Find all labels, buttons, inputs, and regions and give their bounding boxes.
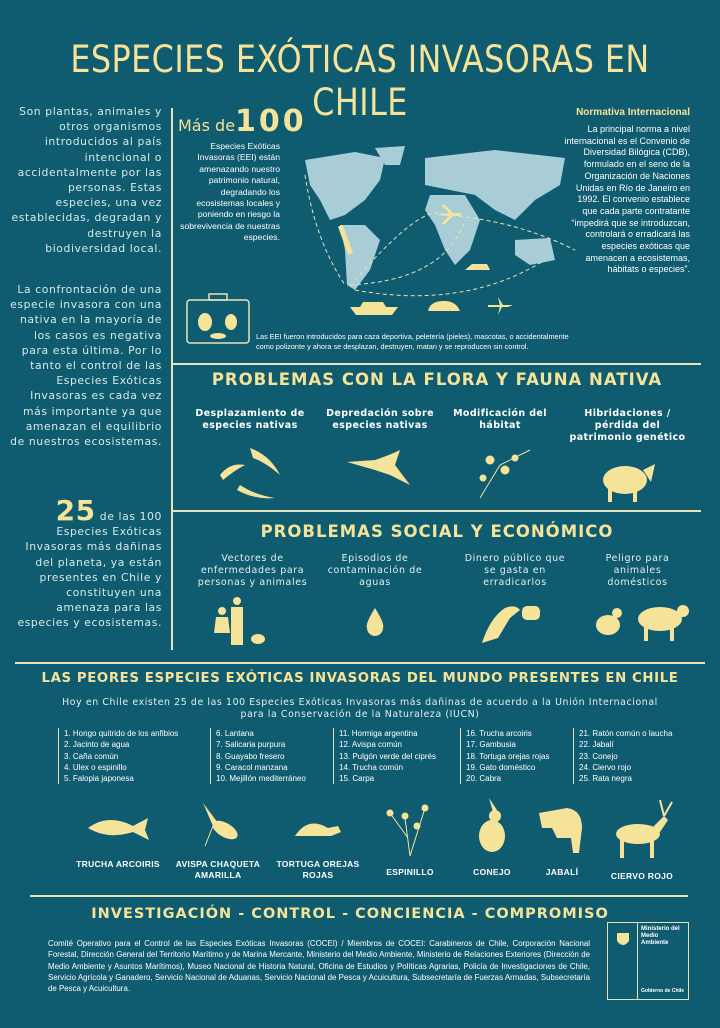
wasp-icon [183, 798, 253, 848]
item-label: Modificación del hábitat [453, 408, 547, 431]
species-list-col-4 [460, 728, 549, 784]
footer-motto: INVESTIGACIÓN - CONTROL - CONCIENCIA - COMPROMISO [91, 906, 609, 922]
animal-trout [63, 798, 173, 870]
flora-item-habitat [445, 408, 555, 500]
list-item: 22. Jabalí [579, 740, 614, 750]
flora-section-title: PROBLEMAS CON LA FLORA Y FAUNA NATIVA [211, 370, 663, 389]
social-item-water [325, 553, 425, 648]
list-item: 15. Carpa [339, 774, 375, 784]
list-item: 16. Trucha arcoiris [466, 729, 532, 738]
list-item: 2. Jacinto de agua [64, 740, 130, 750]
hen-sheep-icon [590, 601, 690, 643]
list-item: 1. Hongo quitrido de los anfibios [64, 729, 179, 738]
item-label: Vectores de enfermedades para personas y animales [197, 553, 308, 588]
turtle-icon [210, 333, 226, 339]
list-item: 11. Hormiga argentina [339, 729, 418, 738]
item-label: Hibridaciones / pérdida del patrimonio genético [569, 408, 686, 443]
divider [171, 363, 701, 365]
cat-icon [225, 314, 237, 330]
animal-label: JABALÍ [545, 867, 579, 877]
hand-money-icon [480, 598, 545, 648]
flora-item-hybridization [565, 408, 690, 512]
flora-item-displacement [190, 408, 310, 500]
list-item: 14. Trucha común [339, 762, 404, 772]
worst-subtitle: Hoy en Chile existen 25 de las 100 Especies Exóticas Invasoras más dañinas de acuerdo a la Unión Internacional para la Conservación de la Naturaleza (IUCN) [62, 697, 658, 720]
list-item: 18. Tortuga orejas rojas [466, 751, 550, 761]
list-item: 19. Gato doméstico [466, 762, 536, 772]
list-item: 10. Mejillón mediterráneo [216, 774, 306, 784]
list-item: 3. Caña común [64, 751, 119, 761]
worst-section-title: LAS PEORES ESPECIES EXÓTICAS INVASORAS DEL MUNDO PRESENTES EN CHILE [41, 671, 679, 686]
animal-label: AVISPA CHAQUETA AMARILLA [175, 859, 261, 880]
species-list-col-2 [210, 728, 306, 784]
mas-text: Especies Exóticas Invasoras (EEI) están amenazando nuestro patrimonio natural, degradando los ecosistemas locales y poniendo en riesgo la sobrevivencia de nuestras especies. [180, 141, 280, 243]
intro-paragraph-2: La confrontación de una especie invasora con una nativa en la mayoría de los casos es negativa para esta última. Por lo tanto el control de las Especies Exóticas Invasoras es cada vez más importante ya que amenazan el equilibrio de nuestros ecosistemas. [10, 283, 162, 449]
transport-icons [348, 293, 518, 318]
map-caption: Las EEI fueron introducidos para caza deportiva, peletería (pieles), mascotas, o accidentalmente como polizonte y ahora se desplazan, destruyen, matan y se reproducen sin control. [256, 332, 569, 351]
flora-item-predation [320, 408, 440, 500]
normativa-title: Normativa Internacional [576, 107, 690, 118]
ministry-name: Ministerio del Medio Ambiente [641, 926, 680, 946]
list-item: 5. Falopia japonesa [64, 774, 134, 784]
coat-of-arms-icon [613, 929, 633, 949]
top25-number: 25 [55, 494, 96, 527]
social-item-money [460, 553, 570, 648]
list-item: 21. Ratón común o laucha [579, 729, 673, 738]
pig-icon [593, 452, 663, 512]
animal-wasp [163, 798, 273, 881]
list-item: 23. Conejo [579, 751, 618, 761]
animal-label: ESPINILLO [386, 867, 434, 877]
species-list-col-3 [333, 728, 436, 784]
species-list-col-5 [573, 728, 672, 784]
page-title: ESPECIES EXÓTICAS INVASORAS EN CHILE [70, 38, 650, 124]
car-icon [428, 301, 460, 311]
hummingbird-icon [345, 440, 415, 500]
item-label: Episodios de contaminación de aguas [327, 553, 423, 588]
item-label: Peligro para animales domésticos [605, 553, 670, 588]
list-item: 6. Lantana [216, 729, 254, 738]
list-item: 17. Gambusia [466, 740, 516, 750]
trout-icon [83, 798, 153, 848]
list-item: 24. Ciervo rojo [579, 762, 632, 772]
list-item: 9. Caracol manzana [216, 762, 288, 772]
item-label: Dinero público que se gasta en erradicarlos [464, 553, 566, 588]
normativa-text: La principal norma a nivel internacional es el Convenio de Diversidad Bilógica (CDB), formulado en el seno de la Organización de Naciones Unidas en Río de Janeiro en 1992. El convenio establece que cada parte contratante “impedirá que se introduzcan, controlará o erradicará las especies exóticas que amenacen a ecosistemas, hábitats o especies”. [564, 124, 690, 275]
turtle-icon [283, 798, 353, 848]
list-item: 20. Cabra [466, 774, 502, 784]
list-item: 8. Guayabo fresero [216, 751, 285, 761]
footer-members-text: Comité Operativo para el Control de las Especies Exóticas Invasoras (COCEI) / Miembros de COCEI: Carabineros de Chile, Corporación Nacional Forestal, Dirección General del Territorio Marítimo y de Marina Mercante, Ministerio del Medio Ambiente, Ministerio de Relaciones Exteriores (Dirección de Medio Ambiente y Asuntos Marítimos), Museo Nacional de Historia Natural, Oficina de Estudios y Políticas Agrarias, Policía de Investigaciones de Chile, Servicio Agrícola y Ganadero, Servicio Nacional de Aduanas, Servicio Nacional de Pesca y Acuicultura, Subsecretaría de Fuerzas Armadas, Subsecretaría de Pesca y Acuicultura. [48, 939, 590, 994]
water-drop-icon [365, 608, 385, 636]
people-icon [210, 595, 270, 647]
plane-icon [488, 297, 513, 315]
item-label: Depredación sobre especies nativas [326, 408, 434, 431]
mas-prefix: Más de [178, 116, 236, 135]
divider [30, 895, 688, 897]
ministry-logo [607, 922, 689, 1000]
deer-icon [602, 798, 682, 860]
animal-red-deer [587, 798, 697, 882]
birds-lizard-icon [215, 440, 285, 500]
social-item-domestic [585, 553, 690, 648]
divider [15, 662, 705, 664]
animal-label: CONEJO [473, 867, 511, 877]
list-item: 13. Pulgón verde del ciprés [339, 751, 436, 761]
mas-number: 100 [235, 104, 307, 139]
list-item: 25. Rata negra [579, 774, 632, 784]
gov-name: Gobierno de Chile [641, 988, 685, 994]
social-item-vectors [195, 553, 310, 648]
top25-description: de las 100 Especies Exóticas Invasoras más dañinas del planeta, ya están presentes en Chile y constituyen una amenaza para las especies y ecosistemas. [17, 510, 162, 630]
social-section-title: PROBLEMAS SOCIAL Y ECONÓMICO [260, 522, 614, 541]
item-label: Desplazamiento de especies nativas [195, 408, 305, 431]
mas-de-100 [178, 104, 307, 139]
intro-paragraph-1: Son plantas, animales y otros organismos introducidos al país intencional o accidentalmente por las personas. Estas especies, una vez establecidas, degradan y destruyen la biodiversidad local. [11, 105, 162, 255]
gorse-icon [375, 798, 445, 856]
top25-text [10, 494, 162, 631]
ship-icon [350, 302, 398, 315]
animal-label: TRUCHA ARCOIRIS [76, 859, 160, 869]
list-item: 12. Avispa común [339, 740, 403, 750]
species-list-col-1 [58, 728, 178, 784]
animal-label: TORTUGA OREJAS ROJAS [276, 859, 360, 880]
rabbit-icon [198, 313, 212, 331]
flowering-branch-icon [465, 440, 535, 500]
suitcase-icon [185, 292, 251, 346]
list-item: 7. Salicaria purpura [216, 740, 286, 750]
list-item: 4. Ulex o espinillo [64, 762, 127, 772]
animal-label: CIERVO ROJO [610, 871, 674, 881]
